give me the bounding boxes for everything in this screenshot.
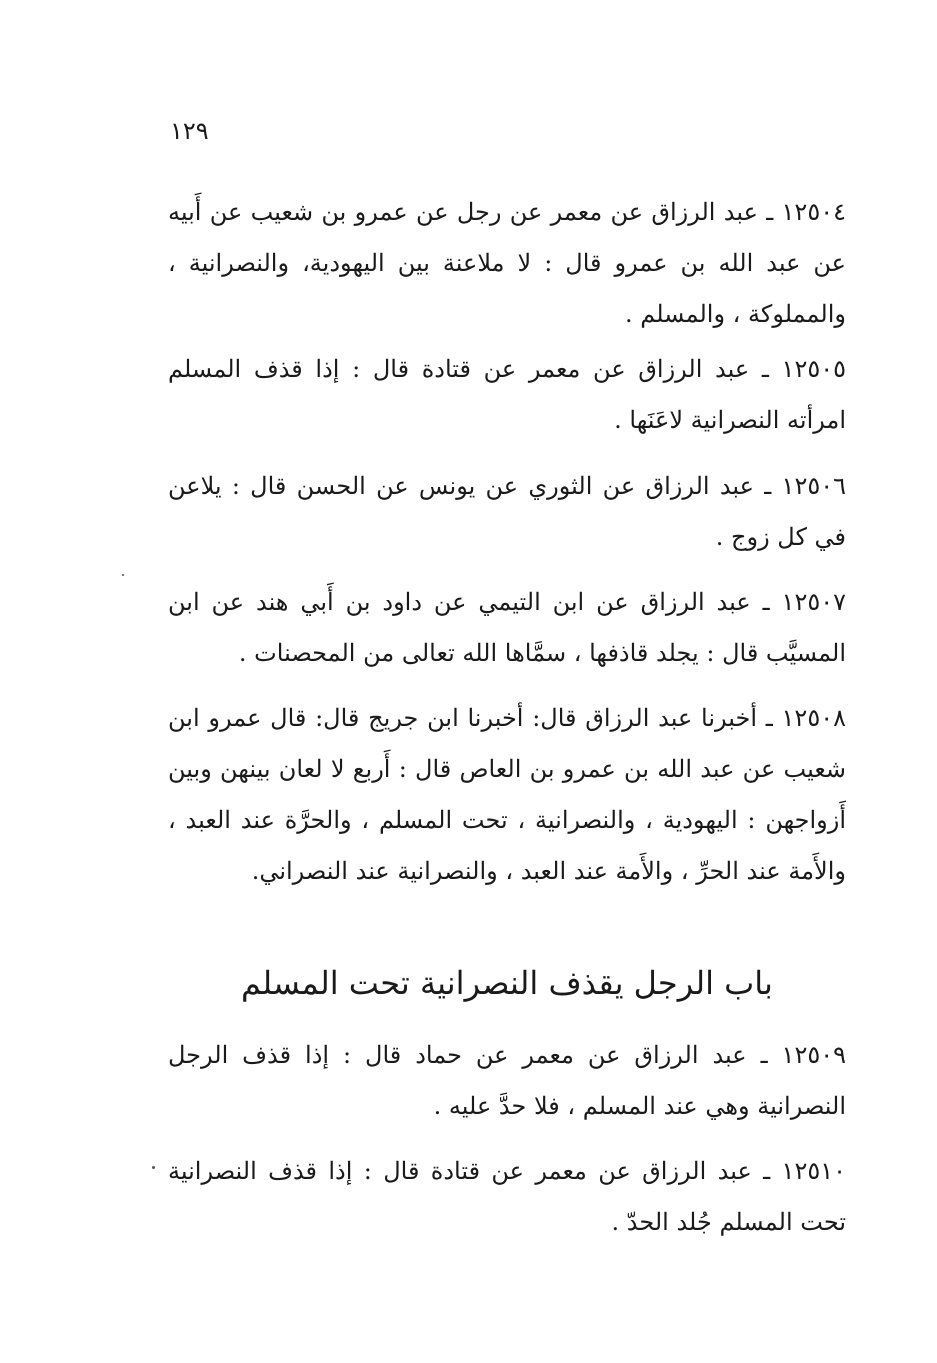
hadith-number: ١٢٥١٠	[781, 1157, 846, 1185]
separator: ـ	[764, 472, 772, 500]
separator: ـ	[761, 355, 769, 383]
hadith-number: ١٢٥٠٥	[781, 355, 846, 383]
hadith-number: ١٢٥٠٨	[781, 704, 846, 732]
hadith-text: عبد الرزاق عن معمر عن رجل عن عمرو بن شعيب عن أَبيه عن عبد الله بن عمرو قال : لا ملاعنة بين اليهودية، والنصرانية ، والمملوكة ، والمسلم .	[168, 198, 846, 328]
scan-speck	[122, 574, 124, 576]
separator: ـ	[766, 198, 774, 226]
separator: ـ	[760, 1041, 768, 1069]
hadith-number: ١٢٥٠٤	[781, 198, 846, 226]
hadith-text: عبد الرزاق عن معمر عن قتادة قال : إذا قذف النصرانية تحت المسلم جُلد الحدّ .	[168, 1157, 846, 1236]
hadith-paragraph-12508	[168, 693, 846, 897]
separator: ـ	[762, 588, 770, 616]
page-number: ١٢٩	[170, 117, 209, 145]
hadith-paragraph-12507	[168, 577, 846, 679]
hadith-paragraph-12510	[168, 1146, 846, 1248]
hadith-text: عبد الرزاق عن معمر عن قتادة قال : إذا قذف المسلم امرأته النصرانية لاعَنَها .	[168, 355, 846, 434]
hadith-paragraph-12505	[168, 344, 846, 446]
separator: ـ	[763, 1157, 771, 1185]
hadith-number: ١٢٥٠٦	[781, 472, 846, 500]
chapter-heading: باب الرجل يقذف النصرانية تحت المسلم	[241, 964, 773, 1002]
hadith-text: عبد الرزاق عن معمر عن حماد قال : إذا قذف الرجل النصرانية وهي عند المسلم ، فلا حدَّ عليه .	[168, 1041, 846, 1120]
hadith-number: ١٢٥٠٩	[781, 1041, 846, 1069]
hadith-number: ١٢٥٠٧	[781, 588, 846, 616]
hadith-paragraph-12504	[168, 187, 846, 340]
scan-speck	[152, 1166, 155, 1169]
hadith-paragraph-12509	[168, 1030, 846, 1132]
hadith-paragraph-12506	[168, 461, 846, 563]
separator: ـ	[765, 704, 773, 732]
hadith-text: أخبرنا عبد الرزاق قال: أخبرنا ابن جريج قال: قال عمرو ابن شعيب عن عبد الله بن عمرو بن العاص قال : أَربع لا لعان بينهن وبين أَزواجهن : اليهودية ، والنصرانية ، تحت المسلم ، والحرَّة عند العبد ، والأَمة عند الحرِّ ، والأَمة عند العبد ، والنصرانية عند النصراني.	[168, 704, 846, 885]
hadith-text: عبد الرزاق عن الثوري عن يونس عن الحسن قال : يلاعن في كل زوج .	[168, 472, 846, 551]
hadith-text: عبد الرزاق عن ابن التيمي عن داود بن أَبي هند عن ابن المسيَّب قال : يجلد قاذفها ، سمَّاها الله تعالى من المحصنات .	[168, 588, 846, 667]
